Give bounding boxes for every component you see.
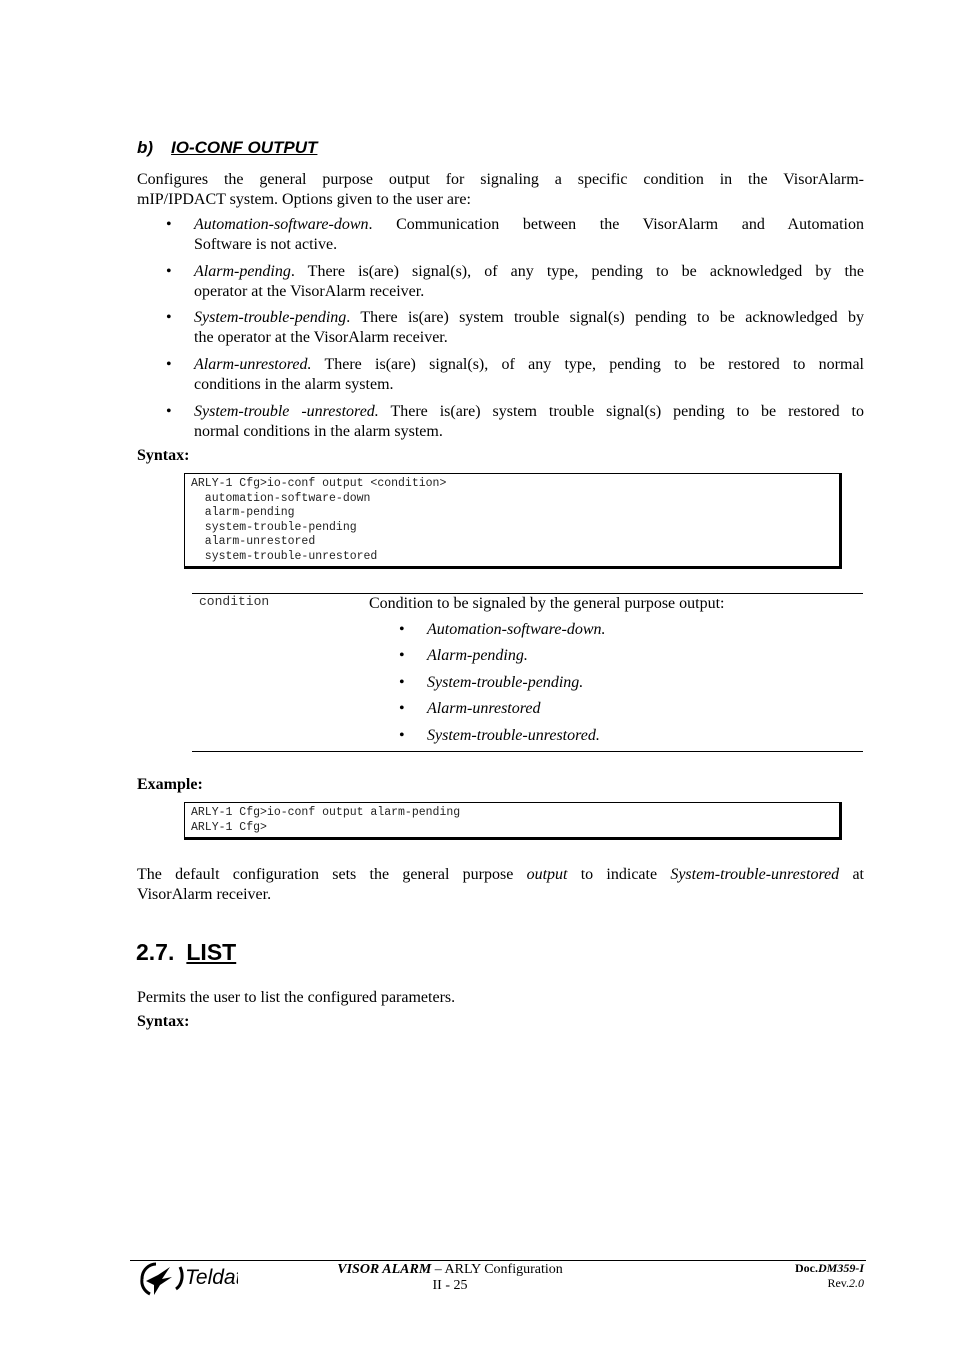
- option-text: There is(are) system trouble signal(s) pending to be restored to: [378, 403, 864, 420]
- section-title: IO-CONF OUTPUT: [171, 138, 318, 157]
- section-number: 2.7.: [136, 939, 175, 965]
- option-name: Automation-software-down: [194, 216, 369, 233]
- section-list-heading: [136, 939, 236, 966]
- intro-line-1: Configures the general purpose output for signaling a specific condition in the VisorAlarm-: [137, 171, 864, 188]
- footer-right: Doc.DM359-I Rev.2.0: [794, 1261, 864, 1290]
- option-name: System-trouble-pending: [194, 309, 347, 326]
- option-text-cont: normal conditions in the alarm system.: [194, 423, 443, 440]
- option-name: Alarm-unrestored.: [194, 356, 312, 373]
- section-letter: b): [137, 138, 154, 157]
- bullet-icon: •: [166, 403, 172, 420]
- doc-id: DM359-I: [817, 1261, 864, 1275]
- intro-line-2: mIP/IPDACT system. Options given to the user are:: [137, 191, 471, 208]
- option-item: [166, 262, 864, 302]
- option-item: [166, 215, 864, 255]
- bullet-icon: •: [166, 263, 172, 280]
- syntax-label: Syntax:: [137, 447, 190, 464]
- default-output-term: output: [526, 866, 568, 883]
- table-divider: [192, 751, 863, 752]
- bird-logo-icon: [138, 1261, 238, 1297]
- param-value: • System-trouble-pending.: [399, 674, 584, 691]
- bullet-icon: •: [399, 674, 405, 691]
- logo-wordmark: Teldat: [185, 1266, 238, 1289]
- page-number: II - 25: [432, 1278, 468, 1293]
- footer-product: VISOR ALARM: [337, 1262, 432, 1277]
- teldat-logo: [138, 1261, 238, 1297]
- list-syntax-label: Syntax:: [137, 1013, 190, 1030]
- option-name: System-trouble -unrestored.: [194, 403, 379, 420]
- section-heading: [137, 138, 317, 158]
- default-config-line-2: VisorAlarm receiver.: [137, 886, 272, 903]
- bullet-icon: •: [166, 216, 172, 233]
- option-name: Alarm-pending: [194, 263, 291, 280]
- param-name: condition: [199, 594, 270, 609]
- syntax-code-block: ARLY-1 Cfg>io-conf output <condition> automation-software-down alarm-pending system-trouble-pending alarm-unrestored system-trouble-unrestored: [184, 473, 842, 569]
- param-value: • Alarm-pending.: [399, 647, 528, 664]
- bullet-icon: •: [399, 727, 405, 744]
- list-intro: Permits the user to list the configured parameters.: [137, 989, 456, 1006]
- default-value-term: System-trouble-unrestored: [670, 866, 840, 883]
- option-item: [166, 308, 864, 348]
- param-description: Condition to be signaled by the general purpose output:: [369, 595, 725, 612]
- option-text: . There is(are) system trouble signal(s) pending to be acknowledged by: [346, 309, 864, 326]
- option-text-cont: operator at the VisorAlarm receiver.: [194, 283, 425, 300]
- option-text-cont: Software is not active.: [194, 236, 338, 253]
- bullet-icon: •: [399, 700, 405, 717]
- param-value: • Alarm-unrestored: [399, 700, 541, 717]
- bullet-icon: •: [399, 621, 405, 638]
- example-code-block: ARLY-1 Cfg>io-conf output alarm-pending ARLY-1 Cfg>: [184, 802, 842, 840]
- option-text-cont: the operator at the VisorAlarm receiver.: [194, 329, 448, 346]
- option-text-cont: conditions in the alarm system.: [194, 376, 394, 393]
- default-config-line-1: The default configuration sets the general purpose output to indicate System-trouble-unrestored at: [137, 866, 864, 883]
- section-title: LIST: [186, 939, 237, 965]
- bullet-icon: •: [399, 647, 405, 664]
- option-item: [166, 402, 864, 442]
- param-value: • System-trouble-unrestored.: [399, 727, 600, 744]
- bullet-icon: •: [166, 309, 172, 326]
- option-item: [166, 355, 864, 395]
- param-value: • Automation-software-down.: [399, 621, 606, 638]
- bullet-icon: •: [166, 356, 172, 373]
- footer-doc-title: ARLY Configuration: [444, 1262, 563, 1277]
- footer-center: VISOR ALARM – ARLY Configuration II - 25: [300, 1262, 600, 1294]
- option-text: . Communication between the VisorAlarm and Automation: [368, 216, 864, 233]
- revision: 2.0: [849, 1276, 864, 1290]
- option-text: . There is(are) signal(s), of any type, pending to be acknowledged by the: [290, 263, 864, 280]
- table-divider: [192, 593, 863, 594]
- example-label: Example:: [137, 776, 203, 793]
- option-text: There is(are) signal(s), of any type, pending to be restored to normal: [311, 356, 864, 373]
